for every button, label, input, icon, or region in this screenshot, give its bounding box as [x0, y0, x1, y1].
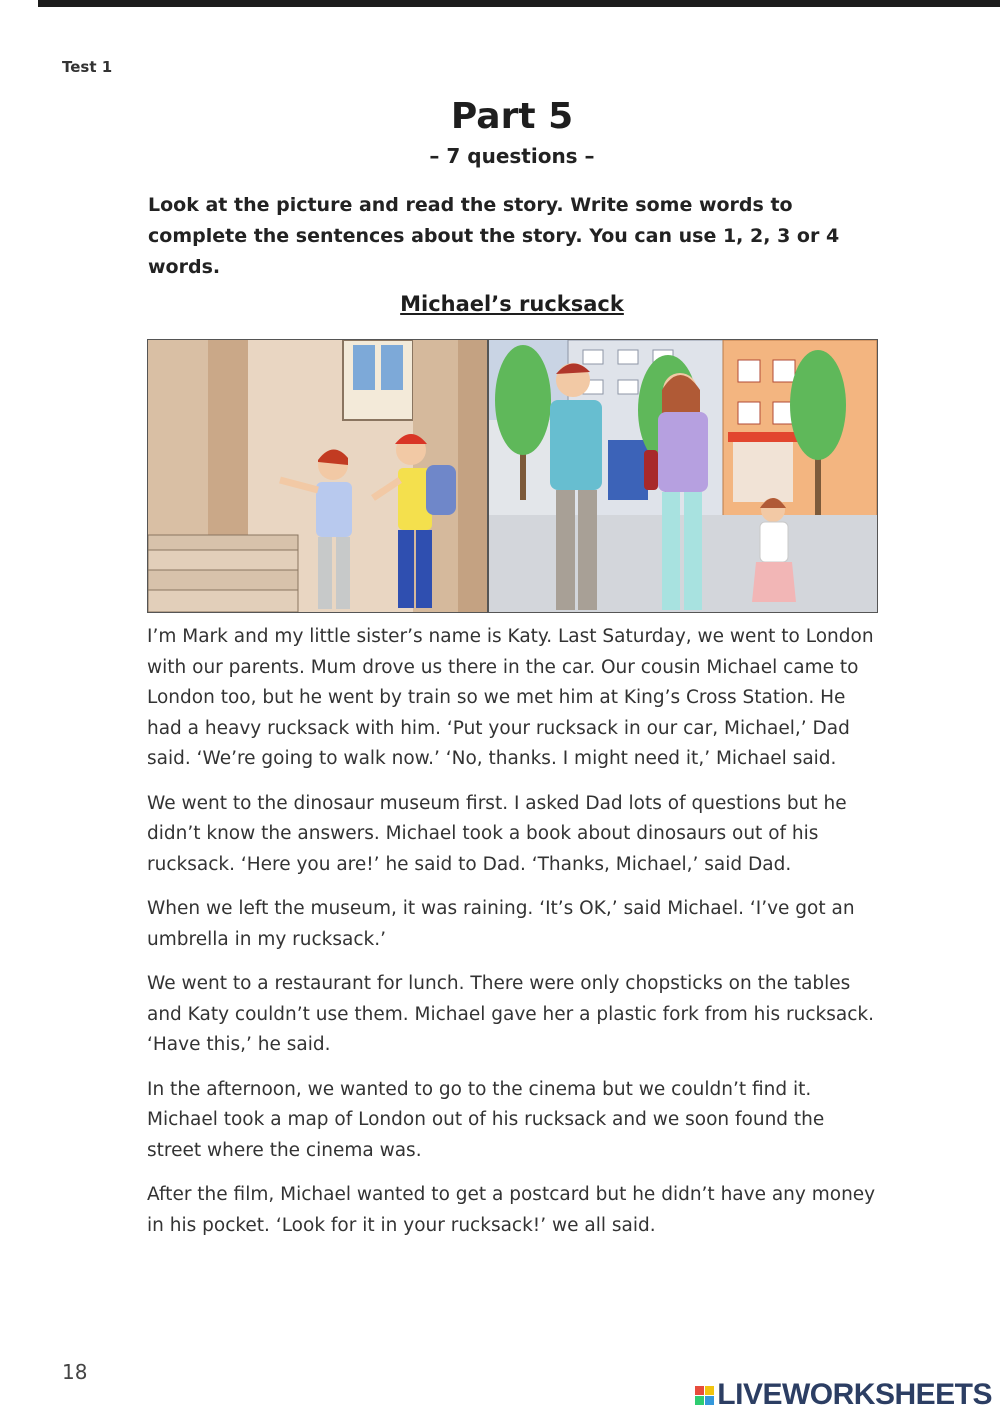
right-panel-street: [488, 340, 877, 612]
brand-name: LIVEWORKSHEETS: [717, 1378, 992, 1411]
story-paragraph-6: After the film, Michael wanted to get a postcard but he didn’t have any money in his pocket. ‘Look for it in your rucksack!’ we all said.: [147, 1184, 876, 1236]
left-panel-station: [148, 340, 488, 612]
test-label: Test 1: [62, 58, 113, 76]
story-paragraph-4: We went to a restaurant for lunch. There were only chopsticks on the tables and Katy couldn’t use them. Michael gave her a plastic fork from his rucksack. ‘Have this,’ he said.: [147, 973, 874, 1055]
story-paragraph-3: When we left the museum, it was raining. ‘It’s OK,’ said Michael. ‘I’ve got an umbrella in my rucksack.’: [147, 898, 855, 950]
story-paragraph-5: In the afternoon, we wanted to go to the cinema but we couldn’t find it. Michael took a map of London out of his rucksack and we soon found the street where the cinema was.: [147, 1078, 825, 1161]
instructions: Look at the picture and read the story. Write some words to complete the sentences about the story. You can use 1, 2, 3 or 4 words.: [148, 194, 840, 278]
story-paragraph-2: We went to the dinosaur museum first. I asked Dad lots of questions but he didn’t know the answers. Michael took a book about dinosaurs out of his rucksack. ‘Here you are!’ he said to Dad. ‘Thanks, Michael,’ said Dad.: [147, 792, 847, 875]
liveworksheets-logo[interactable]: [695, 1378, 992, 1412]
top-rule: [38, 0, 1000, 7]
story-text: [147, 622, 877, 1255]
story-title: Michael’s rucksack: [400, 292, 624, 316]
story-illustration: [147, 339, 878, 613]
story-paragraph-1: I’m Mark and my little sister’s name is Katy. Last Saturday, we went to London with our parents. Mum drove us there in the car. Our cousin Michael came to London too, but he went by train so we met him at King’s Cross Station. He had a heavy rucksack with him. ‘Put your rucksack in our car, Michael,’ Dad said. ‘We’re going to walk now.’ ‘No, thanks. I might need it,’ Michael said.: [147, 626, 874, 769]
part-title: Part 5: [450, 96, 574, 137]
questions-count: – 7 questions –: [429, 144, 595, 168]
illustration-drawing: [148, 340, 877, 612]
page-number: 18: [62, 1360, 88, 1384]
logo-mark-icon: [695, 1386, 714, 1405]
